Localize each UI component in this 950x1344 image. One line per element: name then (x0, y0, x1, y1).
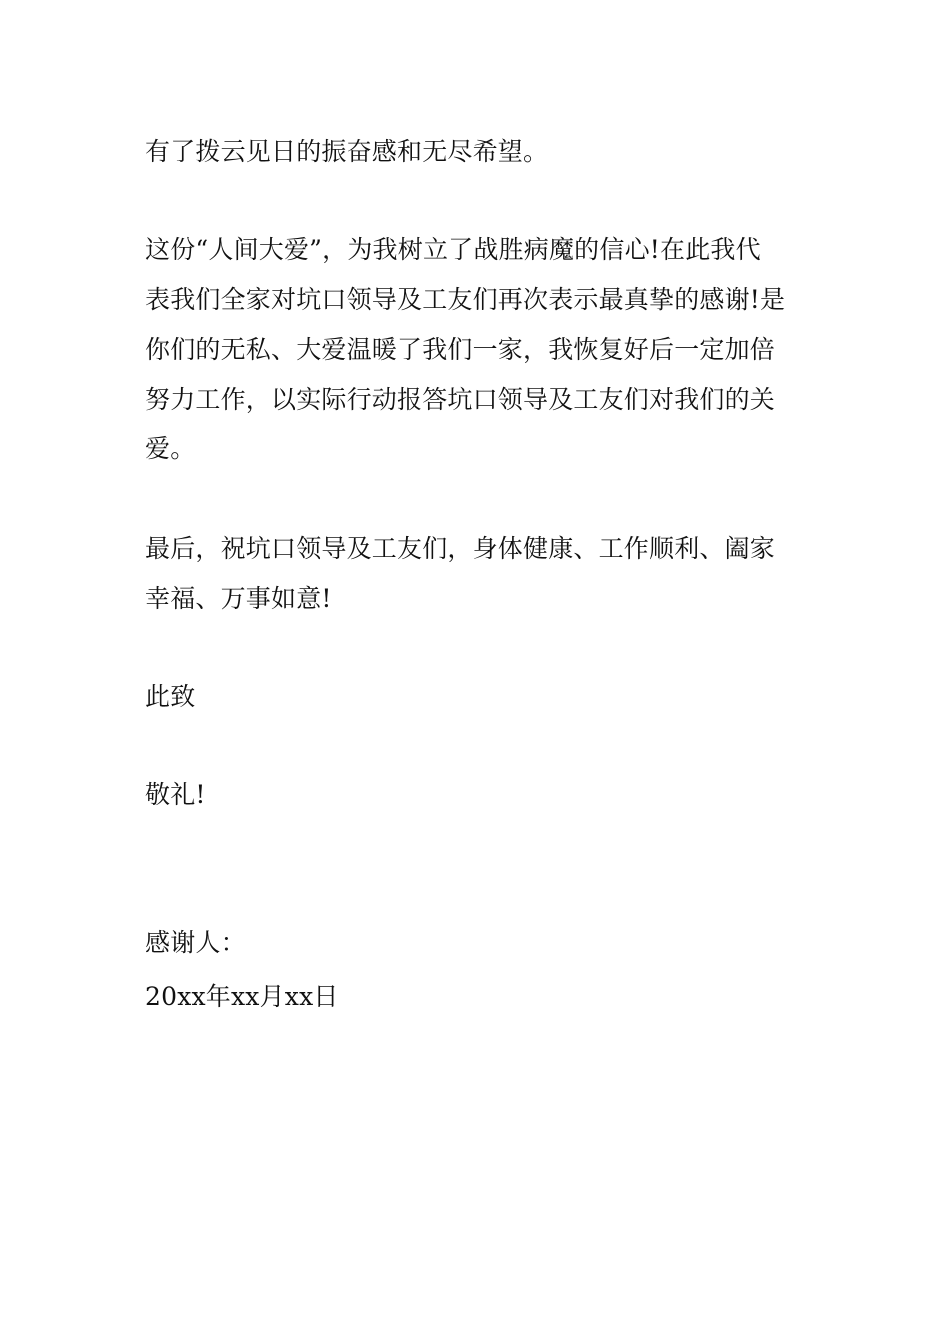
paragraph-2-line-4: 努力工作，以实际行动报答坑口领导及工友们对我们的关 (145, 385, 776, 414)
signature-date: 20xx年xx月xx日 (145, 982, 339, 1011)
paragraph-2-line-3: 你们的无私、大爱温暖了我们一家，我恢复好后一定加倍 (145, 335, 776, 364)
signature-signer: 感谢人： (145, 928, 246, 957)
paragraph-2-line-1: 这份“人间大爱”，为我树立了战胜病魔的信心!在此我代 (145, 235, 761, 264)
paragraph-2-line-2: 表我们全家对坑口领导及工友们再次表示最真挚的感谢!是 (145, 285, 786, 314)
paragraph-3-line-2: 幸福、万事如意! (145, 584, 332, 613)
paragraph-2-line-5: 爱。 (145, 434, 196, 463)
closing-regards: 敬礼! (145, 780, 206, 809)
closing-salutation: 此致 (145, 682, 196, 711)
paragraph-3-line-1: 最后，祝坑口领导及工友们，身体健康、工作顺利、阖家 (145, 534, 776, 563)
paragraph-1-line-1: 有了拨云见日的振奋感和无尽希望。 (145, 137, 549, 166)
